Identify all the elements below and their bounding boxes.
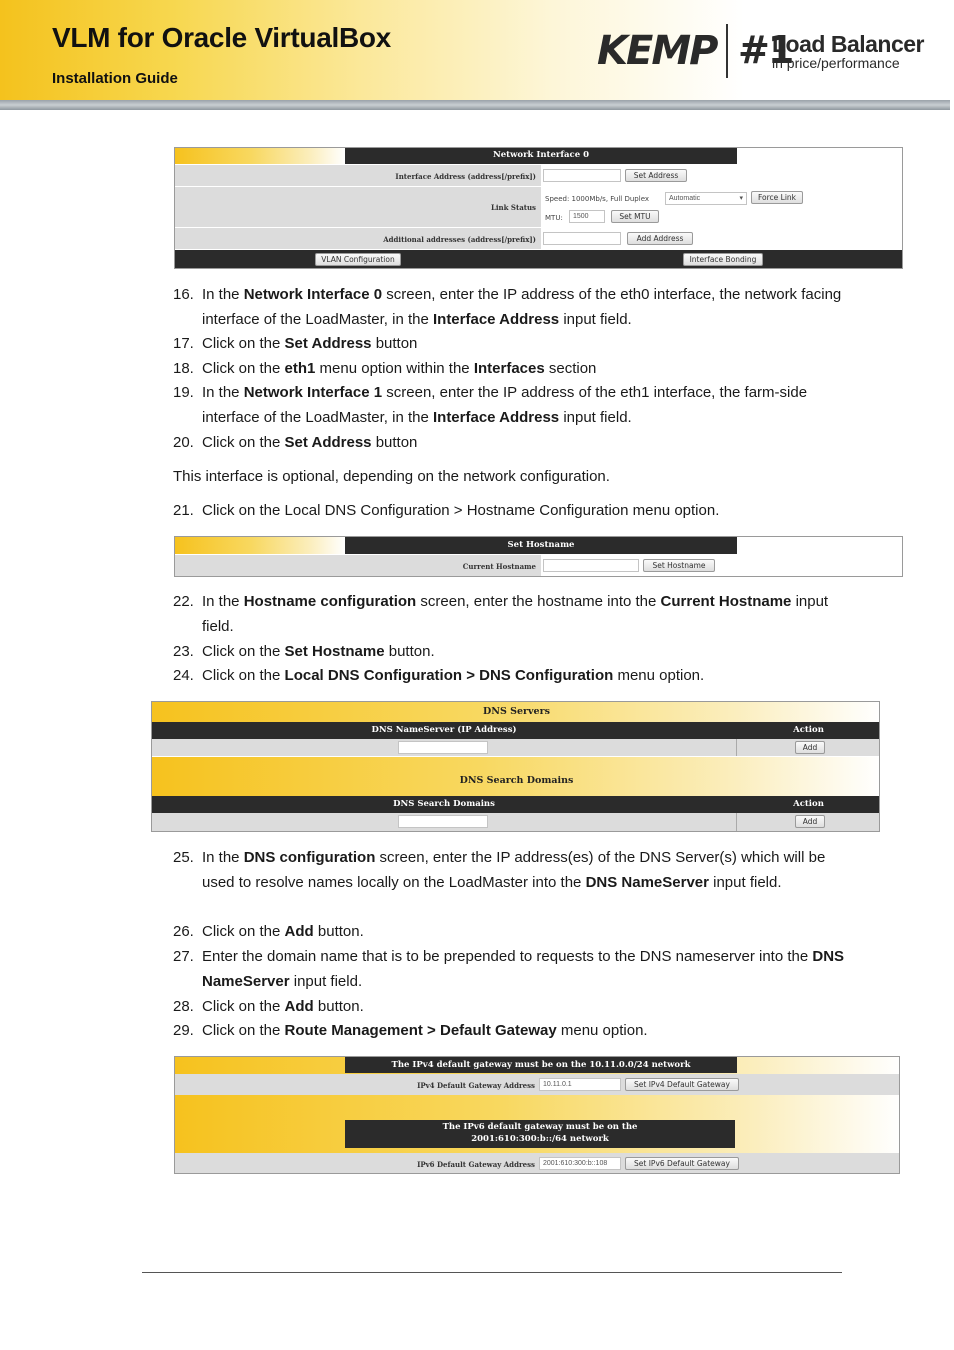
step-text-bold: DNS NameServer [585, 874, 709, 891]
step-18 [173, 356, 853, 381]
step-19 [173, 380, 853, 430]
step-text-run: input field. [559, 311, 632, 328]
step-number: 22. [173, 593, 194, 610]
set-address-button[interactable]: Set Address [625, 169, 687, 182]
step-number: 29. [173, 1022, 194, 1039]
step-text-bold: Local DNS Configuration > DNS Configuration [284, 667, 614, 684]
set-ipv6-gateway-button[interactable]: Set IPv6 Default Gateway [625, 1157, 739, 1170]
additional-addresses-input[interactable] [543, 232, 621, 245]
current-hostname-input[interactable] [543, 559, 639, 572]
dns-column-divider [736, 739, 737, 756]
step-text-run: screen, enter the IP address(es) of the DNS Server(s) which will be used to resolve names locally on the LoadMaster into the [202, 849, 826, 891]
speed-text: Speed: 1000Mb/s, Full Duplex [545, 195, 650, 203]
search-action-column-header: Action [793, 799, 824, 809]
step-text-run: Click on the [202, 434, 285, 451]
step-text [173, 282, 853, 332]
step-text-run: Click on the [202, 335, 285, 352]
set-hostname-button[interactable]: Set Hostname [643, 559, 715, 572]
step-text [173, 498, 853, 523]
step-text-run: Click on the [202, 1022, 285, 1039]
step-text-run: Click on the Local DNS Configuration > Hostname Configuration menu option. [202, 502, 720, 519]
ipv6-notice-line2: 2001:610:300:b::/64 network [471, 1134, 609, 1144]
step-24 [173, 663, 853, 688]
step-text [173, 430, 853, 455]
step-23 [173, 639, 853, 664]
search-column-divider [736, 813, 737, 832]
step-text-run: button. [313, 998, 364, 1015]
step-number: 26. [173, 923, 194, 940]
step-number: 20. [173, 434, 194, 451]
step-text-run: button [371, 335, 418, 352]
link-status-row [175, 187, 541, 227]
search-domain-input[interactable] [398, 815, 488, 828]
step-number: 18. [173, 360, 194, 377]
step-17 [173, 331, 853, 356]
step-text-run: input field. [202, 593, 829, 635]
set-ipv4-gateway-button[interactable]: Set IPv4 Default Gateway [625, 1078, 739, 1091]
step-number: 28. [173, 998, 194, 1015]
additional-addresses-label: Additional addresses (address[/prefix]) [383, 235, 536, 244]
set-mtu-button[interactable]: Set MTU [611, 210, 659, 223]
logo-divider [726, 24, 728, 78]
set-hostname-panel [174, 536, 903, 577]
optional-note: This interface is optional, depending on the network configuration. [173, 468, 610, 485]
add-nameserver-button[interactable]: Add [795, 741, 825, 754]
ipv6-row [175, 1153, 900, 1174]
ipv4-notice: The IPv4 default gateway must be on the 10.11.0.0/24 network [345, 1057, 737, 1073]
chevron-down-icon: ▾ [739, 195, 743, 202]
step-text-run: menu option. [556, 1022, 648, 1039]
ipv6-gateway-label: IPv6 Default Gateway Address [417, 1160, 535, 1169]
dns-servers-title: DNS Servers [483, 706, 550, 717]
step-text [173, 356, 853, 381]
step-text-bold: Current Hostname [660, 593, 792, 610]
step-text [173, 919, 853, 944]
step-text [173, 663, 853, 688]
hostname-title-gradient [175, 537, 345, 554]
step-text-run: Enter the domain name that is to be prepended to requests to the DNS nameserver into the [202, 948, 813, 965]
step-text-bold: Interface Address [432, 311, 560, 328]
step-text-bold: eth1 [284, 360, 316, 377]
add-search-domain-button[interactable]: Add [795, 815, 825, 828]
step-text [173, 380, 853, 430]
step-25 [173, 845, 853, 895]
step-20 [173, 430, 853, 455]
step-16 [173, 282, 853, 332]
logo-rank: #1 [738, 28, 793, 72]
step-text-run: Click on the [202, 998, 285, 1015]
step-number: 27. [173, 948, 194, 965]
step-text-bold: Route Management > Default Gateway [284, 1022, 557, 1039]
interface-bonding-button[interactable]: Interface Bonding [683, 253, 763, 266]
step-text-run: Click on the [202, 643, 285, 660]
step-text-run: Click on the [202, 360, 285, 377]
step-text-run: button. [384, 643, 435, 660]
step-text-bold: DNS NameServer [202, 948, 845, 990]
step-text-run: input field. [559, 409, 632, 426]
step-number: 17. [173, 335, 194, 352]
ipv4-row [175, 1074, 900, 1095]
vlan-configuration-button[interactable]: VLAN Configuration [315, 253, 401, 266]
step-text-run: In the [202, 286, 244, 303]
step-text-run: screen, enter the IP address of the eth1 interface, the farm-side interface of the LoadMaster, in the [202, 384, 808, 426]
step-text-run: input field. [708, 874, 782, 891]
step-text [173, 845, 853, 895]
step-text [173, 639, 853, 664]
nameserver-input-row [152, 739, 880, 756]
document-title: VLM for Oracle VirtualBox [52, 22, 391, 53]
step-text-run: Click on the [202, 923, 285, 940]
action-column-header: Action [793, 725, 824, 735]
network-interface-panel [174, 147, 903, 269]
force-link-button[interactable]: Force Link [751, 191, 803, 204]
search-domain-input-row [152, 813, 880, 832]
step-text-bold: Set Hostname [284, 643, 385, 660]
step-29 [173, 1018, 853, 1043]
mtu-label: MTU: [545, 214, 563, 222]
step-text-run: input field. [289, 973, 363, 990]
step-27 [173, 944, 853, 994]
step-text-bold: Network Interface 0 [243, 286, 383, 303]
step-text-run: In the [202, 849, 244, 866]
step-number: 24. [173, 667, 194, 684]
nameserver-column-header: DNS NameServer (IP Address) [371, 725, 517, 735]
step-text-run: menu option within the [315, 360, 474, 377]
speed-select[interactable] [665, 192, 747, 205]
step-text-bold: DNS configuration [243, 849, 376, 866]
step-text-bold: Set Address [284, 335, 372, 352]
step-22 [173, 589, 853, 639]
nameserver-input[interactable] [398, 741, 488, 754]
mtu-input[interactable]: 1500 [569, 210, 605, 223]
step-text [173, 589, 853, 639]
step-text-run: In the [202, 593, 244, 610]
step-text-run: screen, enter the hostname into the [416, 593, 661, 610]
panel-footer-bar [175, 250, 903, 269]
step-26 [173, 919, 853, 944]
logo-product: Load Balancer [772, 31, 924, 57]
ipv4-gateway-input[interactable]: 10.11.0.1 [539, 1078, 621, 1091]
document-subtitle: Installation Guide [52, 70, 178, 87]
footer-rule [142, 1272, 842, 1273]
kemp-logo: KEMP [597, 28, 717, 74]
step-number: 23. [173, 643, 194, 660]
logo-tagline: in price/performance [772, 55, 900, 71]
speed-select-value: Automatic [669, 195, 701, 202]
panel-title-gradient [175, 148, 345, 164]
step-28 [173, 994, 853, 1019]
hostname-panel-title: Set Hostname [345, 537, 737, 554]
default-gateway-panel [174, 1056, 900, 1174]
header-stripe [0, 100, 950, 110]
interface-address-label: Interface Address (address[/prefix]) [395, 172, 536, 181]
panel-title: Network Interface 0 [345, 148, 737, 164]
step-number: 21. [173, 502, 194, 519]
step-21 [173, 498, 853, 523]
step-text-bold: Add [284, 998, 314, 1015]
ipv6-gateway-input[interactable]: 2001:610:300:b::108 [539, 1157, 621, 1170]
step-text-bold: Interface Address [432, 409, 560, 426]
current-hostname-label: Current Hostname [462, 562, 536, 571]
search-domains-column-header: DNS Search Domains [393, 799, 495, 809]
ipv6-notice-line1: The IPv6 default gateway must be on the [442, 1122, 638, 1132]
step-text-run: button. [313, 923, 364, 940]
dns-configuration-panel [151, 701, 880, 832]
step-text-run: In the [202, 384, 244, 401]
dns-search-title: DNS Search Domains [459, 775, 574, 786]
step-text-bold: Interfaces [473, 360, 545, 377]
step-text-bold: Network Interface 1 [243, 384, 383, 401]
step-number: 19. [173, 384, 194, 401]
step-text-run: section [544, 360, 597, 377]
step-text [173, 331, 853, 356]
interface-address-input[interactable] [543, 169, 621, 182]
step-text [173, 994, 853, 1019]
ipv4-gateway-label: IPv4 Default Gateway Address [417, 1081, 535, 1090]
step-text-bold: Set Address [284, 434, 372, 451]
step-text-run: menu option. [613, 667, 705, 684]
step-text-bold: Hostname configuration [243, 593, 417, 610]
step-text-run: screen, enter the IP address of the eth0 interface, the network facing interface of the LoadMaster, in the [202, 286, 842, 328]
step-text [173, 944, 853, 994]
step-text [173, 1018, 853, 1043]
step-number: 16. [173, 286, 194, 303]
add-address-button[interactable]: Add Address [627, 232, 693, 245]
step-number: 25. [173, 849, 194, 866]
link-status-label: Link Status [490, 203, 536, 212]
step-text-run: button [371, 434, 418, 451]
step-text-bold: Add [284, 923, 314, 940]
step-text-run: Click on the [202, 667, 285, 684]
